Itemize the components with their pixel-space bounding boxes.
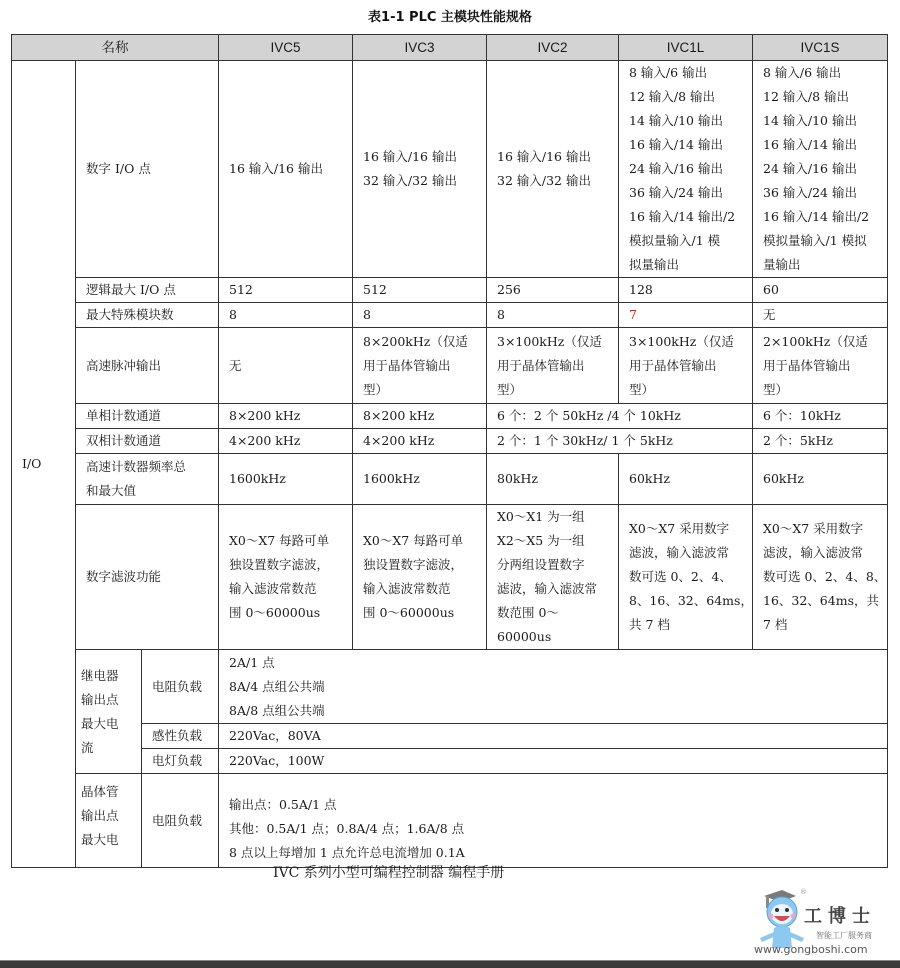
cell-ivc2: X0～X1 为一组 X2～X5 为一组 分两组设置数字 滤波，输入滤波常 数范围 0～ 60000us	[487, 505, 619, 650]
table-row-relay-resistive	[12, 650, 888, 724]
cell-ivc1l: X0～X7 采用数字 滤波，输入滤波常 数可选 0、2、4、 8、16、32、64ms， 共 7 档	[619, 505, 753, 650]
table-row-digital-io	[12, 61, 888, 278]
row-label: 单相计数通道	[76, 404, 219, 429]
cell-ivc3: 4×200 kHz	[353, 429, 487, 454]
table-row-dual-phase-counter	[12, 429, 888, 454]
cell-ivc5: 512	[219, 278, 353, 303]
relay-resistive-label: 电阻负载	[142, 650, 219, 724]
cell-ivc2-ivc1l: 6 个：2 个 50kHz /4 个 10kHz	[487, 404, 753, 429]
relay-lamp-value: 220Vac，100W	[219, 749, 888, 774]
cell-ivc3: 8×200kHz（仅适 用于晶体管输出 型）	[353, 328, 487, 404]
table-row-hs-counter-total	[12, 454, 888, 505]
row-label: 逻辑最大 I/O 点	[76, 278, 219, 303]
header-ivc5: IVC5	[219, 35, 353, 61]
relay-output-label: 继电器 输出点 最大电 流	[76, 650, 142, 774]
table-row-logic-max-io	[12, 278, 888, 303]
row-label: 最大特殊模块数	[76, 303, 219, 328]
row-label: 数字 I/O 点	[76, 61, 219, 278]
cell-ivc5: 8	[219, 303, 353, 328]
cell-ivc1s: 无	[753, 303, 888, 328]
table-row-transistor-resistive	[12, 774, 888, 868]
svg-text:®: ®	[800, 888, 807, 896]
relay-resistive-value: 2A/1 点 8A/4 点组公共端 8A/8 点组公共端	[219, 650, 888, 724]
relay-lamp-label: 电灯负载	[142, 749, 219, 774]
cell-ivc2: 256	[487, 278, 619, 303]
svg-text:智能工厂服务商: 智能工厂服务商	[816, 931, 872, 940]
cell-ivc1l: 60kHz	[619, 454, 753, 505]
cell-ivc2: 16 输入/16 输出 32 输入/32 输出	[487, 61, 619, 278]
table-row-digital-filter	[12, 505, 888, 650]
transistor-resistive-value: 输出点：0.5A/1 点 其他：0.5A/1 点；0.8A/4 点；1.6A/8 点 8 点以上每增加 1 点允许总电流增加 0.1A	[219, 774, 888, 868]
header-ivc1l: IVC1L	[619, 35, 753, 61]
cell-ivc1s: 60kHz	[753, 454, 888, 505]
header-ivc1s: IVC1S	[753, 35, 888, 61]
mascot-icon	[752, 886, 892, 956]
cell-ivc1s: 6 个：10kHz	[753, 404, 888, 429]
svg-text:工博士: 工博士	[804, 906, 876, 927]
row-label: 高速脉冲输出	[76, 328, 219, 404]
cell-ivc5: 8×200 kHz	[219, 404, 353, 429]
transistor-resistive-label: 电阻负载	[142, 774, 219, 868]
cell-ivc3: 1600kHz	[353, 454, 487, 505]
cell-ivc1s: 8 输入/6 输出 12 输入/8 输出 14 输入/10 输出 16 输入/14 输出 24 输入/16 输出 36 输入/24 输出 16 输入/14 输出/2 模拟量输入/1 模拟 量输出	[753, 61, 888, 278]
cell-ivc2: 3×100kHz（仅适 用于晶体管输出 型）	[487, 328, 619, 404]
table-caption: 表1-1 PLC 主模块性能规格	[368, 10, 532, 25]
header-ivc2: IVC2	[487, 35, 619, 61]
cell-ivc5: X0～X7 每路可单 独设置数字滤波， 输入滤波常数范 围 0～60000us	[219, 505, 353, 650]
table-row-single-phase-counter	[12, 404, 888, 429]
manual-footer-title: IVC 系列小型可编程控制器 编程手册	[273, 865, 505, 881]
cell-ivc1s: 2 个：5kHz	[753, 429, 888, 454]
transistor-output-label: 晶体管 输出点 最大电	[76, 774, 142, 868]
cell-ivc1l: 128	[619, 278, 753, 303]
svg-text:www.gongboshi.com: www.gongboshi.com	[754, 943, 868, 956]
cell-ivc3: 8	[353, 303, 487, 328]
cell-ivc5: 16 输入/16 输出	[219, 61, 353, 278]
row-label: 数字滤波功能	[76, 505, 219, 650]
header-ivc3: IVC3	[353, 35, 487, 61]
cell-ivc2: 80kHz	[487, 454, 619, 505]
cell-ivc1s: 2×100kHz（仅适 用于晶体管输出 型）	[753, 328, 888, 404]
relay-inductive-value: 220Vac，80VA	[219, 724, 888, 749]
cell-ivc5: 4×200 kHz	[219, 429, 353, 454]
plc-spec-table	[11, 34, 888, 868]
cell-ivc3: X0～X7 每路可单 独设置数字滤波， 输入滤波常数范 围 0～60000us	[353, 505, 487, 650]
row-label: 高速计数器频率总 和最大值	[76, 454, 219, 505]
table-row-relay-inductive	[12, 724, 888, 749]
table-row-relay-lamp	[12, 749, 888, 774]
relay-inductive-label: 感性负载	[142, 724, 219, 749]
cell-ivc1l: 8 输入/6 输出 12 输入/8 输出 14 输入/10 输出 16 输入/14 输出 24 输入/16 输出 36 输入/24 输出 16 输入/14 输出/2 模拟量输入/1 模 拟量输出	[619, 61, 753, 278]
group-label-io: I/O	[12, 61, 76, 868]
row-label: 双相计数通道	[76, 429, 219, 454]
cell-ivc3: 512	[353, 278, 487, 303]
table-row-max-special-modules	[12, 303, 888, 328]
cell-ivc3: 16 输入/16 输出 32 输入/32 输出	[353, 61, 487, 278]
cell-ivc5: 无	[219, 328, 353, 404]
cell-ivc1s: X0～X7 采用数字 滤波，输入滤波常 数可选 0、2、4、8、 16、32、64ms，共 7 档	[753, 505, 888, 650]
cell-ivc1l: 3×100kHz（仅适 用于晶体管输出 型）	[619, 328, 753, 404]
gongboshi-logo	[752, 886, 892, 956]
table-row-hs-pulse-output	[12, 328, 888, 404]
cell-ivc1s: 60	[753, 278, 888, 303]
header-name: 名称	[12, 35, 219, 61]
cell-ivc2: 8	[487, 303, 619, 328]
cell-ivc3: 8×200 kHz	[353, 404, 487, 429]
cell-ivc2-ivc1l: 2 个：1 个 30kHz/ 1 个 5kHz	[487, 429, 753, 454]
cell-ivc5: 1600kHz	[219, 454, 353, 505]
header-row	[12, 35, 888, 61]
cell-ivc1l-highlighted: 7	[619, 303, 753, 328]
